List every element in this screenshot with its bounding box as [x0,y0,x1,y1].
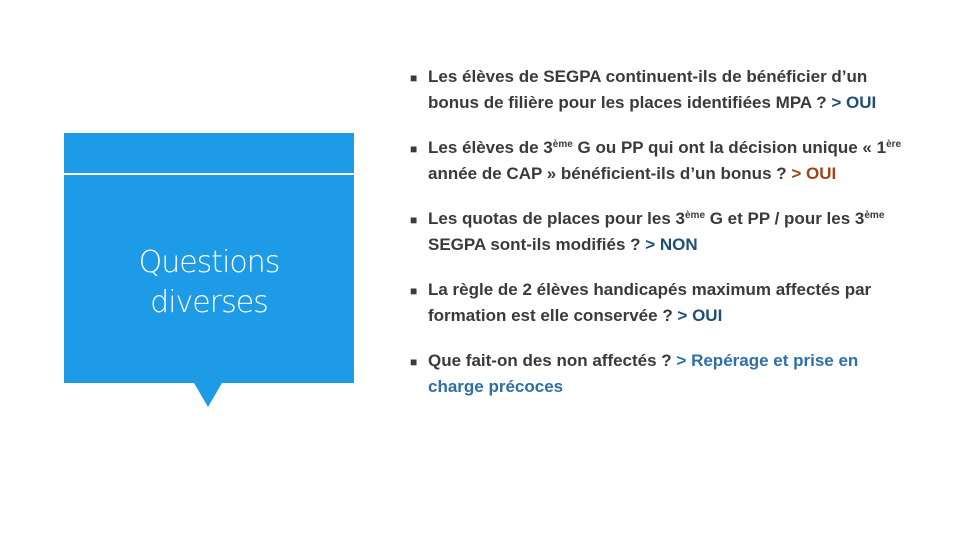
question-text: Les quotas de places pour les 3 [428,209,685,228]
question-text: SEGPA sont-ils modifiés ? [428,235,646,254]
superscript: ème [684,210,705,221]
question-item-1 [410,64,910,116]
question-list [410,64,910,419]
question-item-2 [410,135,910,187]
answer-text: > OUI [831,93,877,112]
question-text: Que fait-on des non affectés ? [428,351,677,370]
question-text: Les élèves de SEGPA continuent-ils de bénéficier d’un bonus de filière pour les places identifiées MPA ? [428,67,868,112]
question-text: G ou PP qui ont la décision unique « 1 [572,138,887,157]
square-bullet-icon: ■ [410,284,418,298]
square-bullet-icon: ■ [410,355,418,369]
slide-title [64,243,354,323]
question-text: année de CAP » bénéficient-ils d’un bonus ? [428,164,792,183]
question-text: Les élèves de 3 [428,138,553,157]
slide-title-line1: Questions [138,245,280,280]
answer-text: > OUI [791,164,837,183]
title-panel-pointer [194,383,222,407]
question-text: La règle de 2 élèves handicapés maximum affectés par formation est elle conservée ? [428,280,872,325]
square-bullet-icon: ■ [410,142,418,156]
question-item-3 [410,206,910,258]
question-text: G et PP / pour les 3 [705,209,865,228]
answer-text: > NON [645,235,698,254]
answer-text: > Repérage et prise en charge précoces [428,351,859,396]
question-item-5 [410,348,910,400]
slide-title-line2: diverses [150,285,268,320]
answer-text: > OUI [677,306,723,325]
title-panel-divider [64,173,354,175]
square-bullet-icon: ■ [410,213,418,227]
superscript: ère [886,139,902,150]
superscript: ème [552,139,573,150]
question-item-4 [410,277,910,329]
square-bullet-icon: ■ [410,71,418,85]
title-panel [64,133,354,383]
superscript: ème [864,210,885,221]
